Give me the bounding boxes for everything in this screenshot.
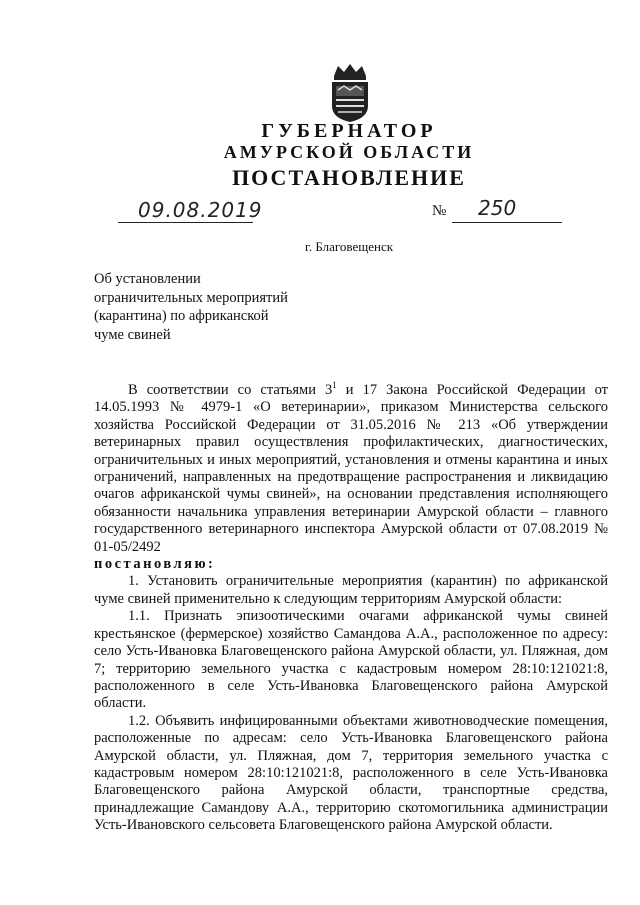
number-underline [452, 222, 562, 223]
preamble-text-start: В соответствии со статьями 3 [128, 382, 333, 398]
decree-word [94, 556, 608, 573]
document-type-title: ПОСТАНОВЛЕНИЕ [232, 165, 466, 190]
handwritten-date: 09.08.2019 [138, 198, 263, 222]
handwritten-number: 250 [478, 196, 517, 220]
document-subject [94, 270, 324, 344]
issuer-title: ГУБЕРНАТОР [261, 120, 437, 142]
city: г. Благовещенск [304, 239, 394, 254]
subject-line: (карантина) по африканской [94, 308, 269, 324]
number-label: № [432, 203, 447, 219]
item-paragraph: 1.2. Объявить инфицированными объектами животноводческие помещения, расположенные по адресам: село Усть-Ивановка Благовещенского района Амурской области, ул. Пляжная, дом 7, территория земельного участка с кадастровым номером 28:10:121021:8, расположенного в селе Усть-Ивановка Благовещенского района Амурской области, транспортные средства, принадлежащие Самандову А.А., территорию скотомогильника администрации Усть-Ивановского сельсовета Благовещенского района Амурской области. [94, 712, 608, 834]
subject-line: чуме свиней [94, 326, 171, 343]
preamble-paragraph [94, 377, 608, 556]
date-underline [118, 222, 253, 223]
article-superscript: 1 [332, 380, 337, 390]
region-title: АМУРСКОЙ ОБЛАСТИ [223, 142, 475, 162]
item-paragraph: 1.1. Признать эпизоотическими очагами африканской чумы свиней крестьянское (фермерское) хозяйство Самандова А.А., расположенное по адресу: село Усть-Ивановка Благовещенского района Амурской области, ул. Пляжная, дом 7; территорию земельного участка с кадастровым номером 28:10:121021:8, расположенного в селе Усть-Ивановка Благовещенского района Амурской области. [94, 608, 608, 712]
preamble-text-rest: и 17 Закона Российской Федерации от 14.05.1993 № 4979-1 «О ветеринарии», приказом Министерства сельского хозяйства Российской Федерации от 31.05.2016 № 213 «Об утверждении ветеринарных правил осуществления профилактических, диагностических, ограничительных и иных мероприятий, установления и отмены карантина и иных ограничений, направленных на предотвращение распространения и ликвидацию очагов африканской чумы свиней», на основании представления исполняющего обязанности начальника управления ветеринарии Амурской области – главного государственного ветеринарного инспектора Амурской области от 07.08.2019 № 01-05/2492 [94, 382, 609, 555]
subject-line: Об установлении [94, 271, 201, 287]
subject-line: ограничительных мероприятий [94, 289, 288, 306]
document-body [94, 377, 608, 835]
decree-word-text: постановляю: [94, 556, 216, 573]
item-paragraph: 1. Установить ограничительные мероприятия (карантин) по африканской чуме свиней применительно к следующим территориям Амурской области: [94, 573, 608, 607]
coat-of-arms-icon [326, 62, 374, 124]
